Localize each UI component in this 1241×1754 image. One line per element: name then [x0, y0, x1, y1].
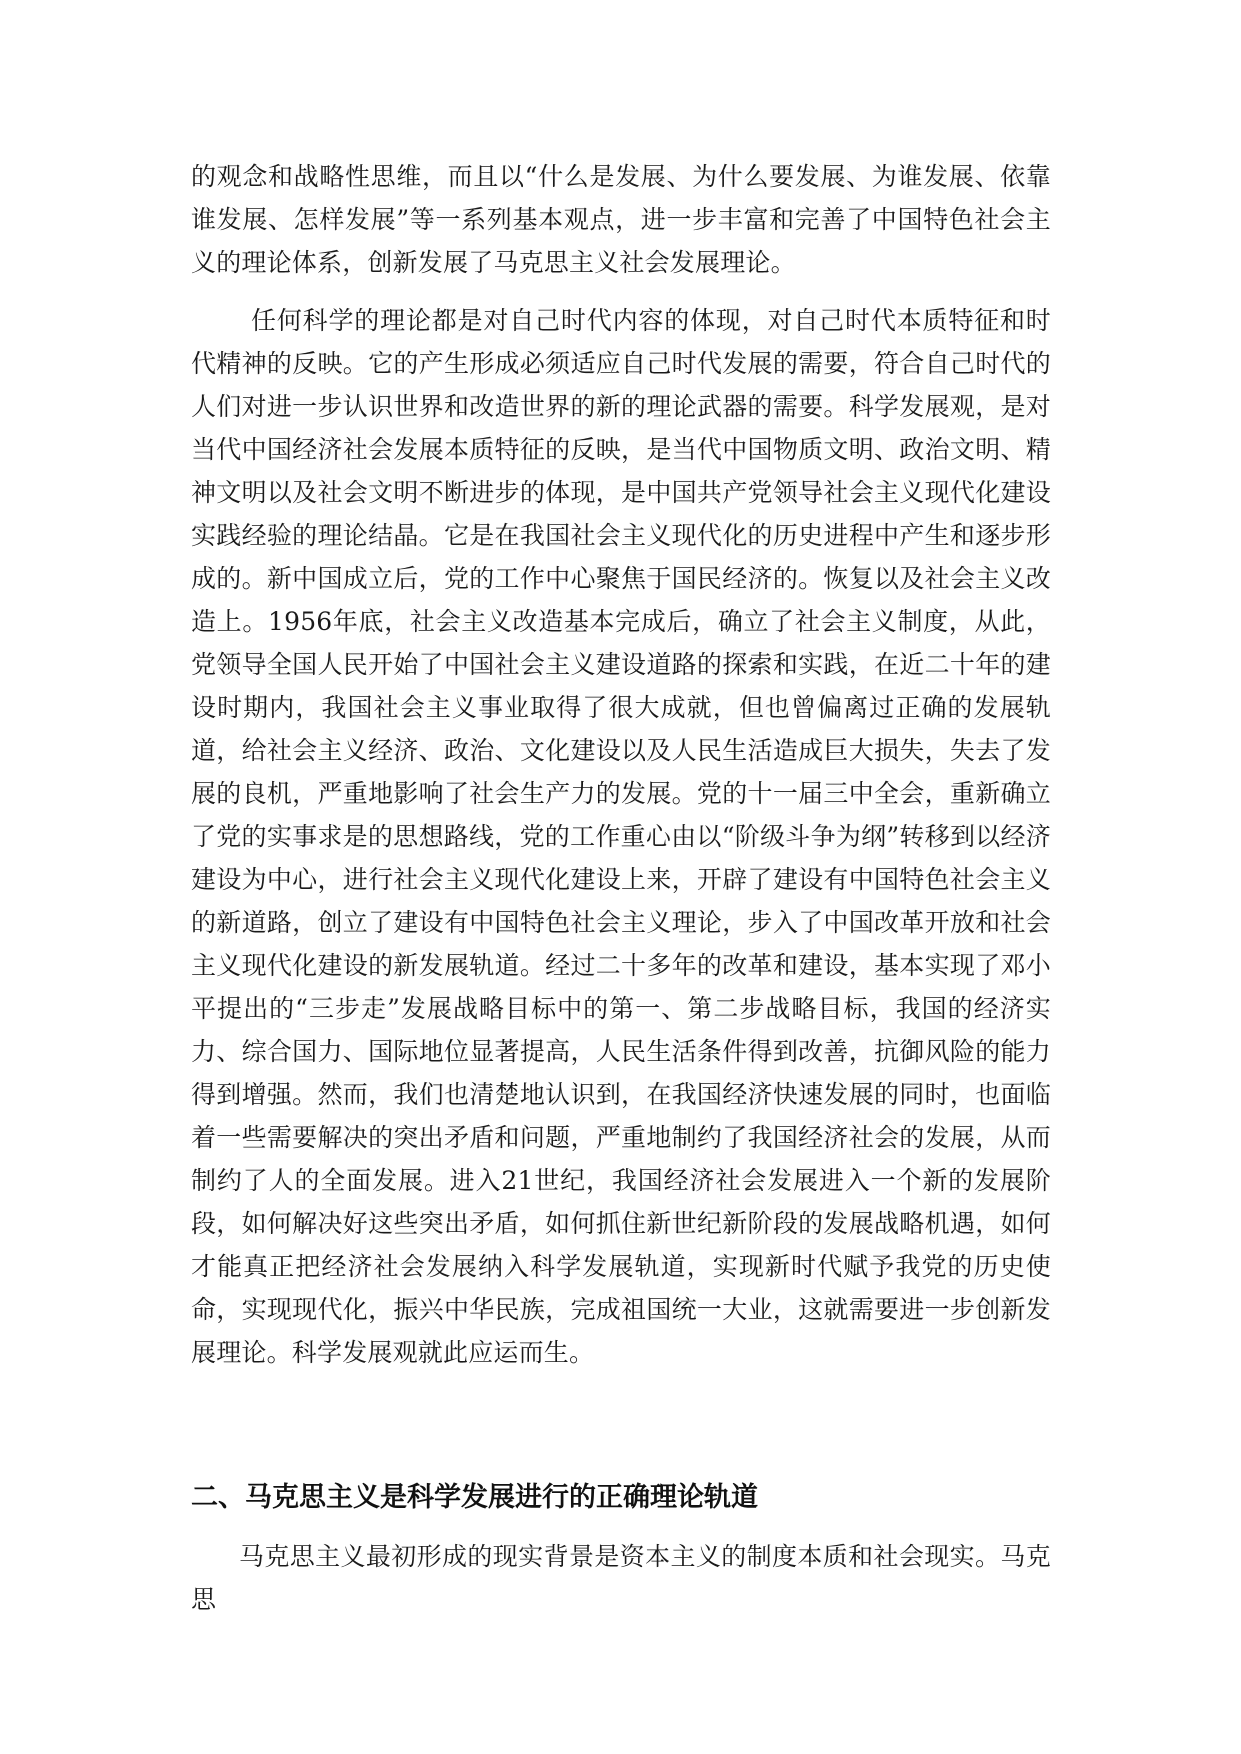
body-paragraph-scientific-theory: 任何科学的理论都是对自己时代内容的体现，对自己时代本质特征和时代精神的反映。它的产生形成必须适应自己时代发展的需要，符合自己时代的人们对进一步认识世界和改造世界的新的理论武器的需要。科学发展观，是对当代中国经济社会发展本质特征的反映，是当代中国物质文明、政治文明、精神文明以及社会文明不断进步的体现，是中国共产党领导社会主义现代化建设实践经验的理论结晶。它是在我国社会主义现代化的历史进程中产生和逐步形成的。新中国成立后，党的工作中心聚焦于国民经济的。恢复以及社会主义改造上。1956年底，社会主义改造基本完成后，确立了社会主义制度，从此，党领导全国人民开始了中国社会主义建设道路的探索和实践，在近二十年的建设时期内，我国社会主义事业取得了很大成就，但也曾偏离过正确的发展轨道，给社会主义经济、政治、文化建设以及人民生活造成巨大损失，失去了发展的良机，严重地影响了社会生产力的发展。党的十一届三中全会，重新确立了党的实事求是的思想路线，党的工作重心由以“阶级斗争为纲”转移到以经济建设为中心，进行社会主义现代化建设上来，开辟了建设有中国特色社会主义的新道路，创立了建设有中国特色社会主义理论，步入了中国改革开放和社会主义现代化建设的新发展轨道。经过二十多年的改革和建设，基本实现了邓小平提出的“三步走”发展战略目标中的第一、第二步战略目标，我国的经济实力、综合国力、国际地位显著提高，人民生活条件得到改善，抗御风险的能力得到增强。然而，我们也清楚地认识到，在我国经济快速发展的同时，也面临着一些需要解决的突出矛盾和问题，严重地制约了我国经济社会的发展，从而制约了人的全面发展。进入21世纪，我国经济社会发展进入一个新的发展阶段，如何解决好这些突出矛盾，如何抓住新世纪新阶段的发展战略机遇，如何才能真正把经济社会发展纳入科学发展轨道，实现新时代赋予我党的历史使命，实现现代化，振兴中华民族，完成祖国统一大业，这就需要进一步创新发展理论。科学发展观就此应运而生。	[191, 306, 1051, 1367]
body-paragraph-marxism-intro: 马克思主义最初形成的现实背景是资本主义的制度本质和社会现实。马克思	[191, 1542, 1051, 1614]
section-heading: 二、马克思主义是科学发展进行的正确理论轨道	[191, 1482, 758, 1513]
body-paragraph-continuation: 的观念和战略性思维，而且以“什么是发展、为什么要发展、为谁发展、依靠谁发展、怎样发展”等一系列基本观点，进一步丰富和完善了中国特色社会主义的理论体系，创新发展了马克思主义社会发展理论。	[191, 162, 1051, 277]
